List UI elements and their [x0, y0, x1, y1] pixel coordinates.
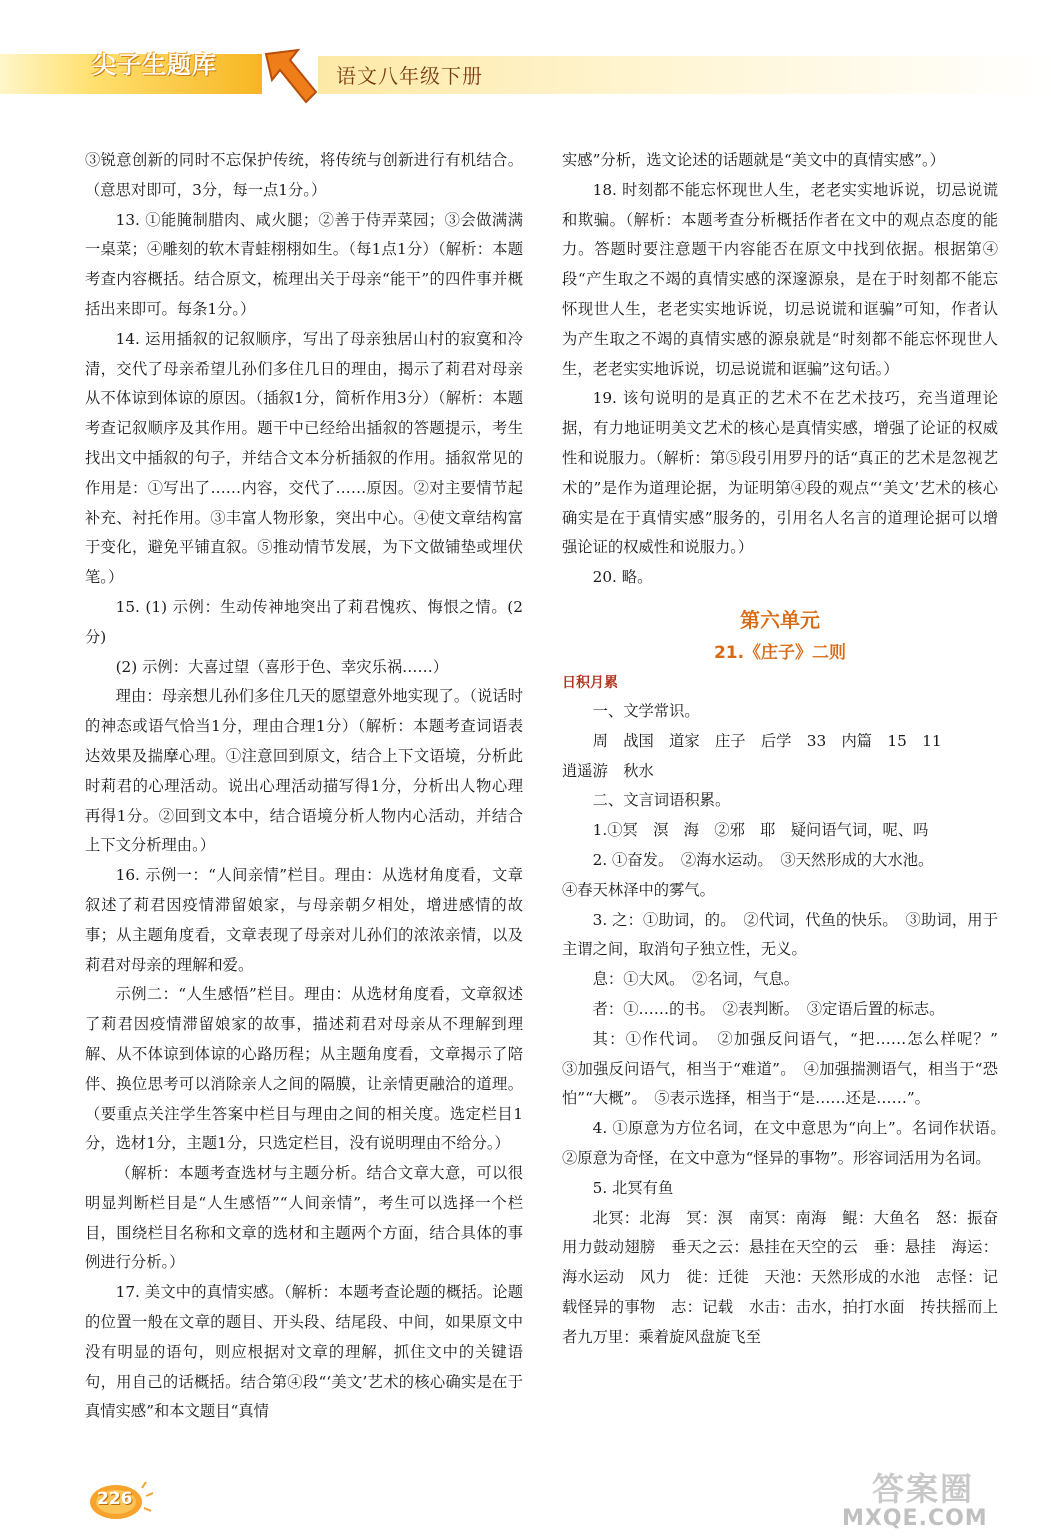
paragraph: 14. 运用插叙的记叙顺序，写出了母亲独居山村的寂寞和冷清，交代了母亲希望儿孙们多住几日的理由，揭示了莉君对母亲从不体谅到体谅的原因。（插叙1分，简析作用3分）（解析：本题考查记叙顺序及其作用。题干中已经给出插叙的答题提示，考生找出文中插叙的句子，并结合文本分析插叙的作用。插叙常见的作用是：①写出了……内容，交代了……原因。②对主要情节起补充、衬托作用。③丰富人物形象，突出中心。④使文章结构富于变化，避免平铺直叙。⑤推动情节发展，为下文做铺垫或埋伏笔。）	[85, 329, 523, 587]
paragraph: 实感”分析，选文论述的话题就是“美文中的真情实感”。）	[562, 151, 945, 169]
paragraph: 13. ①能腌制腊肉、咸火腿；②善于侍弄菜园；③会做满满一桌菜；④雕刻的软木青蛙栩栩如生。（每1点1分）（解析：本题考查内容概括。结合原文，梳理出关于母亲“能干”的四件事并概括出来即可。每条1分。）	[85, 210, 523, 318]
paragraph: 理由：母亲想儿孙们多住几天的愿望意外地实现了。（说话时的神态或语气恰当1分，理由合理1分）（解析：本题考查词语表达效果及揣摩心理。①注意回到原文，结合上下文语境，分析此时莉君的心理活动。说出心理活动描写得1分，分析出人物心理再得1分。②回到文本中，结合语境分析人物内心活动，并结合上下文分析理由。）	[85, 687, 523, 855]
paragraph: 4. ①原意为方位名词，在文中意思为“向上”。名词作状语。 ②原意为奇怪，在文中意为“怪异的事物”。形容词活用为名词。	[562, 1119, 1014, 1167]
section-tag: 日积月累	[562, 674, 618, 691]
paragraph: 息：①大风。 ②名词，气息。	[592, 970, 800, 989]
paragraph: 15. (1) 示例：生动传神地突出了莉君愧疚、悔恨之情。(2分)	[85, 597, 523, 646]
unit-title: 第六单元	[740, 607, 820, 632]
paragraph: 示例二：“人生感悟”栏目。理由：从选材角度看，文章叙述了莉君因疫情滞留娘家的故事，描述莉君对母亲从不理解到理解、从不体谅到体谅的心路历程；从主题角度看，文章揭示了陪伴、换位思考可以消除亲人之间的隔膜，让亲情更融洽的道理。（要重点关注学生答案中栏目与理由之间的相关度。选定栏目1分，选材1分，主题1分，只选定栏目，没有说明理由不给分。）	[85, 985, 523, 1153]
paragraph: 17. 美文中的真情实感。（解析：本题考查论题的概括。论题的位置一般在文章的题目、开头段、结尾段、中间，如果原文中没有明显的语句，则应根据对文章的理解，抓住文中的关键语句，用自己的话概括。结合第④段“‘美文’艺术的核心确实是在于真情实感”和本文题目“真情	[85, 1283, 523, 1421]
paragraph: 18. 时刻都不能忘怀现世人生，老老实实地诉说，切忌说谎和欺骗。（解析：本题考查分析概括作者在文中的观点态度的能力。答题时要注意题干内容能否在原文中找到依据。根据第④段“产生取之不竭的真情实感的深邃源泉，是在于时刻都不能忘怀现世人生，老老实实地诉说，切忌说谎和诓骗”可知，作者认为产生取之不竭的真情实感的源泉就是“时刻都不能忘怀现世人生，老老实实地诉说，切忌说谎和诓骗”这句话。）	[562, 180, 998, 378]
page-number: 226	[97, 1489, 133, 1509]
arrow-icon	[258, 46, 320, 106]
paragraph: ③锐意创新的同时不忘保护传统，将传统与创新进行有机结合。（意思对即可，3分，每一点1分。）	[85, 151, 523, 199]
paragraph: 北冥：北海 冥：溟 南冥：南海 鲲：大鱼名 怒：振奋 用力鼓动翅膀 垂天之云：悬挂在天空的云 垂：悬挂 海运：海水运动 风力 徙：迁徙 天池：天然形成的水池 志怪：记载怪异的事物 志：记载 水击：击水，拍打水面 抟扶摇而上者九万里：乘着旋风盘旋飞至	[562, 1208, 1014, 1346]
paragraph: 周 战国 道家 庄子 后学 33 内篇 15 11	[592, 731, 942, 750]
paragraph: 逍遥游 秋水	[562, 761, 654, 780]
watermark-logo: 答案圈	[872, 1470, 975, 1508]
paragraph: （解析：本题考查选材与主题分析。结合文章大意，可以很明显判断栏目是“人生感悟”“人间亲情”，考生可以选择一个栏目，围绕栏目名称和文章的选材和主题两个方面，结合具体的事例进行分析。）	[85, 1164, 523, 1272]
page-header	[0, 40, 1051, 110]
paragraph: 一、文学常识。	[592, 701, 700, 720]
paragraph: 二、文言词语积累。	[592, 791, 731, 810]
watermark-url: MXQE.COM	[842, 1506, 988, 1531]
right-column	[562, 146, 1014, 1352]
paragraph: 其：①作代词。 ②加强反问语气，“把……怎么样呢？” ③加强反问语气，相当于“难道”。 ④加强揣测语气，相当于“恐怕”“大概”。 ⑤表示选择，相当于“是……还是……”。	[562, 1029, 1014, 1108]
brand-title: 尖子生题库	[92, 51, 217, 79]
lesson-title: 21.《庄子》二则	[713, 642, 847, 663]
paragraph: ④春天林泽中的雾气。	[562, 880, 715, 899]
paragraph: 者：①……的书。 ②表判断。 ③定语后置的标志。	[592, 999, 945, 1018]
right-column-lesson-answers	[562, 697, 1014, 1353]
paragraph: 19. 该句说明的是真正的艺术不在艺术技巧，充当道理论据，有力地证明美文艺术的核心是真情实感，增强了论证的权威性和说服力。（解析：第⑤段引用罗丹的话“真正的艺术是忽视艺术的”是作为道理论据，为证明第④段的观点“‘美文’艺术的核心确实是在于真情实感”服务的，引用名人名言的道理论据可以增强论证的权威性和说服力。）	[562, 389, 998, 557]
paragraph: 16. 示例一：“人间亲情”栏目。理由：从选材角度看，文章叙述了莉君因疫情滞留娘家，与母亲朝夕相处，增进感情的故事；从主题角度看，文章表现了母亲对儿孙们的浓浓亲情，以及莉君对母亲的理解和爱。	[85, 866, 523, 974]
paragraph: 5. 北冥有鱼	[592, 1178, 674, 1197]
subject-title: 语文八年级下册	[336, 64, 483, 88]
paragraph: 20. 略。	[592, 568, 653, 587]
paragraph: 2. ①奋发。 ②海水运动。 ③天然形成的大水池。	[592, 850, 934, 869]
paragraph: 1.①冥 溟 海 ②邪 耶 疑问语气词，呢、吗	[592, 821, 929, 840]
paragraph: (2) 示例：大喜过望（喜形于色、幸灾乐祸……）	[115, 657, 449, 676]
paragraph: 3. 之：①助词，的。 ②代词，代鱼的快乐。 ③助词，用于主谓之间，取消句子独立性，无义。	[562, 910, 998, 959]
left-column	[85, 146, 523, 1427]
right-column-answers	[562, 146, 998, 593]
